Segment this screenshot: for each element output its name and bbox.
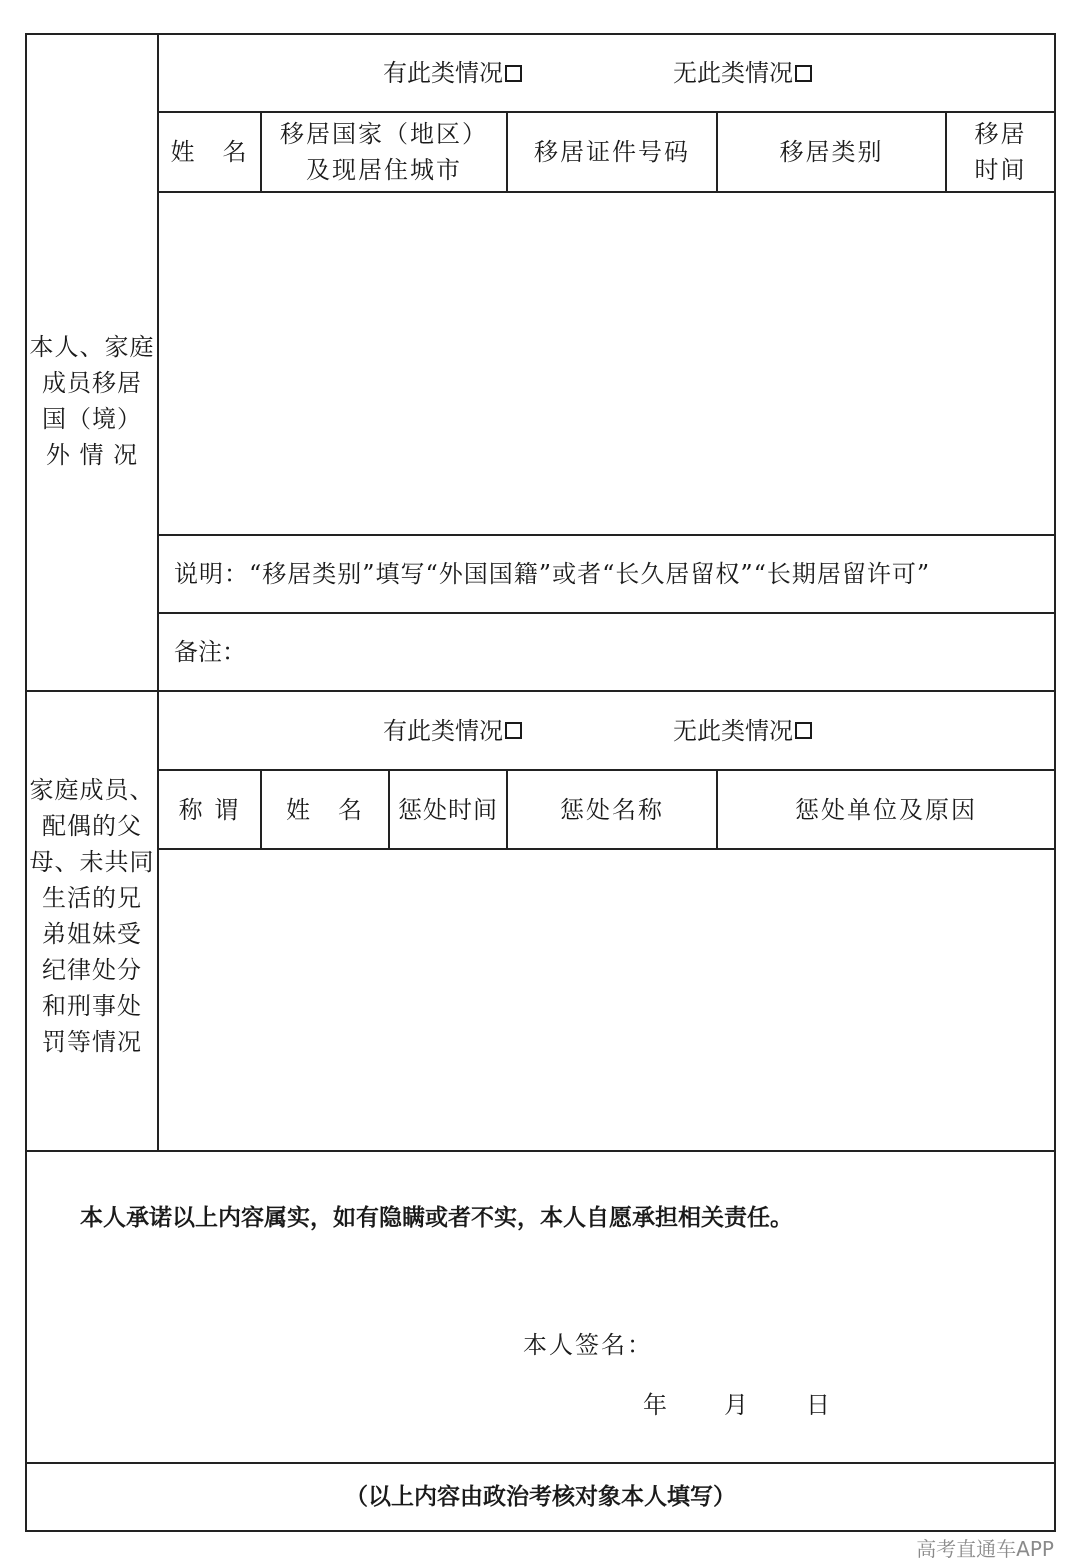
section1-label: 本人、家庭 成员移居 国（境） 外 情 况 bbox=[29, 333, 155, 469]
date-day[interactable]: 日 bbox=[806, 1391, 830, 1419]
border-right bbox=[1054, 33, 1056, 1531]
s2-option-no[interactable] bbox=[673, 713, 812, 749]
s2-entry-area[interactable] bbox=[159, 850, 1054, 1150]
checkbox-icon[interactable] bbox=[795, 722, 812, 739]
s1-note: 说明：“移居类别”填写“外国国籍”或者“长久居留权”“长期居留许可” bbox=[174, 560, 931, 588]
s2-col-header-relation: 称 谓 bbox=[178, 795, 241, 824]
s1-remark[interactable]: 备注： bbox=[174, 638, 246, 666]
date-month[interactable]: 月 bbox=[724, 1391, 748, 1419]
s2-col-header-penalty-name: 惩处名称 bbox=[560, 795, 664, 824]
s1-col-header-country: 移居国家（地区） 及现居住城市 bbox=[280, 120, 488, 184]
signature-label[interactable]: 本人签名： bbox=[523, 1331, 653, 1359]
footer-note: （以上内容由政治考核对象本人填写） bbox=[345, 1484, 736, 1510]
s1-option-yes[interactable] bbox=[383, 55, 522, 91]
s2-col-header-penalty-time: 惩处时间 bbox=[398, 795, 498, 824]
border-bottom bbox=[25, 1530, 1056, 1532]
s1-col-header-name: 姓 名 bbox=[170, 138, 249, 166]
s1-col-header-type: 移居类别 bbox=[779, 138, 884, 166]
checkbox-icon[interactable] bbox=[505, 722, 522, 739]
s2-option-yes-label: 有此类情况 bbox=[383, 716, 503, 745]
s1-option-yes-label: 有此类情况 bbox=[383, 59, 503, 87]
s1-option-no-label: 无此类情况 bbox=[673, 59, 793, 87]
s1-col-header-time: 移居 时间 bbox=[974, 120, 1027, 184]
checkbox-icon[interactable] bbox=[795, 65, 812, 82]
section2-label: 家庭成员、 配偶的父 母、未共同 生活的兄 弟姐妹受 纪律处分 和刑事处 罚等情况 bbox=[29, 776, 155, 1056]
section1-options bbox=[159, 35, 1054, 111]
s2-col-header-name: 姓 名 bbox=[286, 795, 364, 824]
section2-options bbox=[159, 692, 1054, 769]
date-year[interactable]: 年 bbox=[643, 1391, 667, 1419]
s1-entry-area[interactable] bbox=[159, 193, 1054, 534]
s2-col-header-penalty-unit: 惩处单位及原因 bbox=[795, 795, 977, 824]
s2-option-no-label: 无此类情况 bbox=[673, 716, 793, 745]
watermark: 高考直通车APP bbox=[916, 1537, 1054, 1561]
pledge-statement: 本人承诺以上内容属实，如有隐瞒或者不实，本人自愿承担相关责任。 bbox=[80, 1205, 793, 1231]
s2-bottom-line bbox=[25, 1150, 1056, 1152]
s1-col-header-cert-number: 移居证件号码 bbox=[534, 138, 690, 166]
s1-option-no[interactable] bbox=[673, 55, 812, 91]
checkbox-icon[interactable] bbox=[505, 65, 522, 82]
s2-option-yes[interactable] bbox=[383, 713, 522, 749]
